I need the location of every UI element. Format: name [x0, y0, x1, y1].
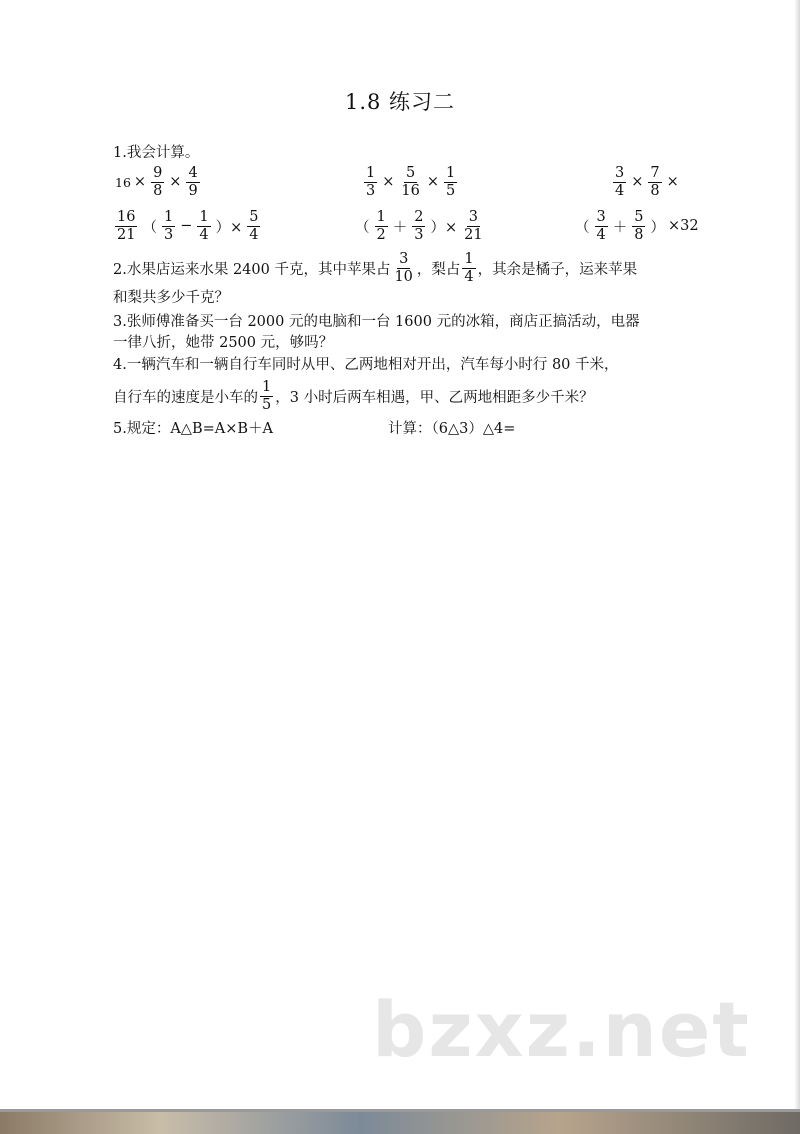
fraction: $\frac{1}{3}$	[366, 164, 376, 199]
q5-rule: 5.规定：A△B=A×B＋A	[113, 421, 274, 437]
fraction: $\frac{1}{5}$	[262, 378, 272, 413]
q1-expr-1a: 16 × $\frac{9}{8}$ × $\frac{4}{9}$	[115, 164, 198, 199]
fraction: $\frac{9}{8}$	[153, 164, 163, 199]
q4-line2	[113, 374, 594, 418]
fraction: $\frac{3}{21}$	[464, 208, 483, 243]
footer-image-strip	[0, 1112, 800, 1134]
expr-tail: ×32	[667, 218, 699, 234]
fraction: $\frac{3}{4}$	[596, 208, 606, 243]
q1-expr-1b: $\frac{1}{3}$ × $\frac{5}{16}$ × $\frac{1}{5}$	[366, 164, 456, 199]
q2-text-part3: ，其余是橘子，运来苹果	[477, 261, 638, 278]
q1-label: 1.我会计算。	[113, 145, 200, 161]
page-title: 1.8 练习二	[344, 90, 456, 114]
q2-text-part1: 2.水果店运来水果 2400 千克，其中苹果占	[113, 261, 391, 278]
fraction: $\frac{5}{4}$	[249, 208, 259, 243]
q2-line2: 和梨共多少千克？	[113, 290, 229, 306]
fraction: $\frac{1}{5}$	[446, 164, 456, 199]
watermark-logo: bzxz.net	[372, 985, 751, 1074]
q2-text-part2: ，梨占	[416, 261, 461, 278]
fraction: $\frac{1}{2}$	[376, 208, 386, 243]
q1-expr-1c: $\frac{3}{4}$ × $\frac{7}{8}$ ×	[615, 164, 679, 199]
fraction: $\frac{1}{4}$	[464, 250, 474, 285]
q4-line1: 4.一辆汽车和一辆自行车同时从甲、乙两地相对开出，汽车每小时行 80 千米，	[113, 357, 619, 373]
fraction: $\frac{2}{3}$	[414, 208, 424, 243]
fraction: $\frac{7}{8}$	[650, 164, 660, 199]
fraction: $\frac{3}{4}$	[615, 164, 625, 199]
fraction: $\frac{5}{8}$	[634, 208, 644, 243]
q3-line1: 3.张师傅准备买一台 2000 元的电脑和一台 1600 元的冰箱，商店正搞活动，电器	[113, 314, 640, 330]
q5-calc: 计算：（6△3）△4=	[388, 421, 516, 437]
q2-line1	[113, 246, 637, 290]
q1-expr-2b: （ $\frac{1}{2}$ ＋ $\frac{2}{3}$ ）× $\frac{3}{21}$	[355, 208, 483, 243]
q3-line2: 一律八折，她带 2500 元，够吗？	[113, 335, 334, 351]
fraction: $\frac{1}{4}$	[199, 208, 209, 243]
lead-number: 16	[115, 174, 131, 190]
fraction: $\frac{3}{10}$	[394, 250, 413, 285]
fraction: $\frac{16}{21}$	[117, 208, 136, 243]
fraction: $\frac{4}{9}$	[188, 164, 198, 199]
fraction: $\frac{1}{3}$	[163, 208, 174, 243]
q1-expr-2a: $\frac{16}{21}$ （ $\frac{1}{3}$ − $\frac{1}{4}$ ）× $\frac{5}{4}$	[117, 208, 259, 243]
q4-text-part1: 自行车的速度是小车的	[113, 389, 258, 406]
fraction: $\frac{5}{16}$	[401, 164, 420, 199]
page-edge-shadow	[794, 0, 800, 1112]
q4-text-part2: ，3 小时后两车相遇，甲、乙两地相距多少千米？	[275, 389, 594, 406]
q1-expr-2c: （ $\frac{3}{4}$ ＋ $\frac{5}{8}$ ） ×32	[575, 208, 699, 243]
